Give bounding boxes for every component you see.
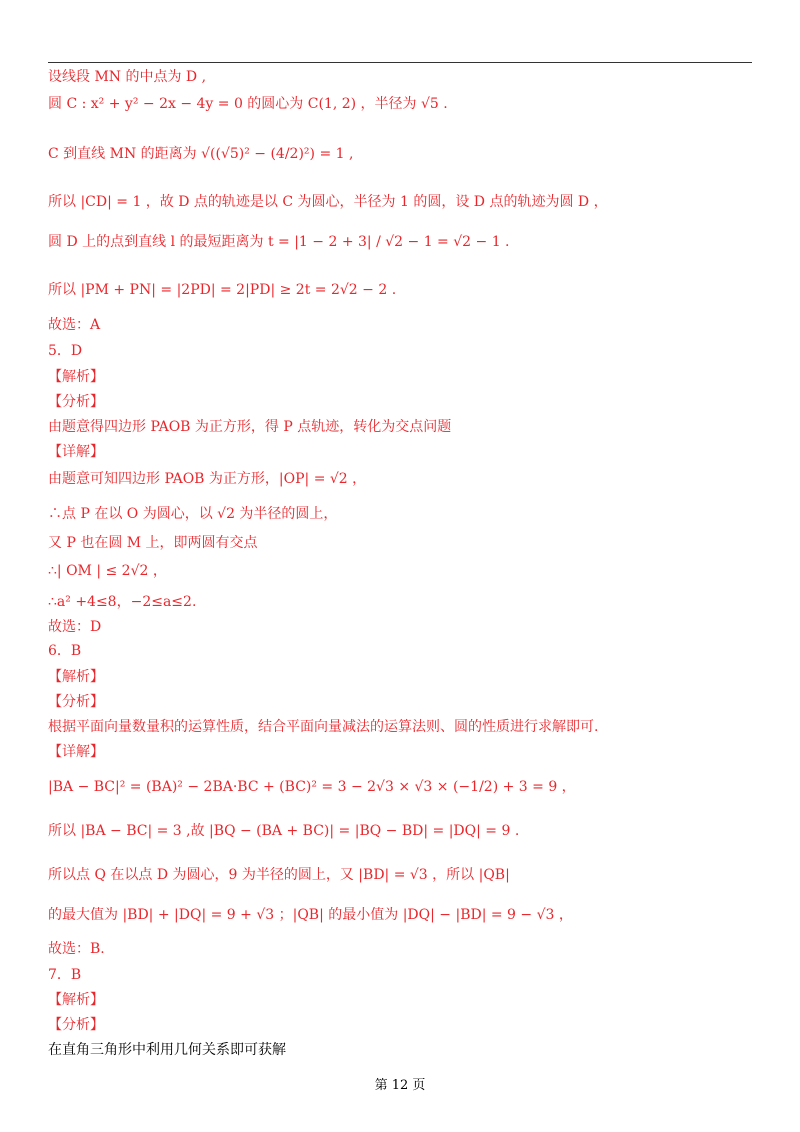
line-27: 故选：B. [48,941,105,957]
line-26: 的最大值为 |BD| + |DQ| = 9 + √3 ；|QB| 的最小值为 |DQ| − |BD| = 9 − √3 ， [48,907,573,923]
line-29: 【解析】 [48,992,104,1008]
line-13: ∴点 P 在以 O 为圆心，以 √2 为半径的圆上， [48,506,338,522]
line-7: 5．D [48,343,83,359]
line-25: 所以点 Q 在以点 D 为圆心，9 为半径的圆上，又 |BD| = √3 ，所以 |QB| [48,867,510,883]
line-2: C 到直线 MN 的距离为 √((√5)² − (4/2)²) = 1 , [48,146,354,162]
line-11: 【详解】 [48,444,104,460]
line-16: ∴a² +4≤8，−2≤a≤2. [48,594,197,610]
line-9: 【分析】 [48,394,104,410]
line-28: 7．B [48,967,82,983]
line-6: 故选：A [48,317,101,333]
line-23: |BA − BC|² = (BA)² − 2BA·BC + (BC)² = 3 − 2√3 × √3 × (−1/2) + 3 = 9 ， [48,779,576,795]
line-21: 根据平面向量数量积的运算性质，结合平面向量减法的运算法则、圆的性质进行求解即可. [48,719,599,735]
line-4: 圆 D 上的点到直线 l 的最短距离为 t = |1 − 2 + 3| / √2 − 1 = √2 − 1 . [48,234,510,250]
line-18: 6．B [48,643,82,659]
line-10: 由题意得四边形 PAOB 为正方形，得 P 点轨迹，转化为交点问题 [48,419,452,435]
line-24: 所以 |BA − BC| = 3 ,故 |BQ − (BA + BC)| = |BQ − BD| = |DQ| = 9 . [48,823,520,839]
line-3: 所以 |CD| = 1 ，故 D 点的轨迹是以 C 为圆心，半径为 1 的圆，设 D 点的轨迹为圆 D ， [48,194,608,210]
line-20: 【分析】 [48,694,104,710]
line-0: 设线段 MN 的中点为 D , [48,69,207,85]
page-number: 第 12 页 [374,1078,426,1093]
line-31: 在直角三角形中利用几何关系即可获解 [48,1042,286,1058]
line-5: 所以 |PM + PN| = |2PD| = 2|PD| ≥ 2t = 2√2 − 2 . [48,282,397,298]
header-rule [48,62,752,63]
line-19: 【解析】 [48,669,104,685]
line-30: 【分析】 [48,1017,104,1033]
line-22: 【详解】 [48,744,104,760]
line-17: 故选：D [48,619,102,635]
line-14: 又 P 也在圆 M 上，即两圆有交点 [48,535,258,551]
line-15: ∴| OM | ≤ 2√2 ， [48,563,167,579]
line-8: 【解析】 [48,369,104,385]
line-12: 由题意可知四边形 PAOB 为正方形，|OP| = √2 ， [48,471,367,487]
line-1: 圆 C : x² + y² − 2x − 4y = 0 的圆心为 C(1, 2) ，半径为 √5 . [48,96,448,112]
